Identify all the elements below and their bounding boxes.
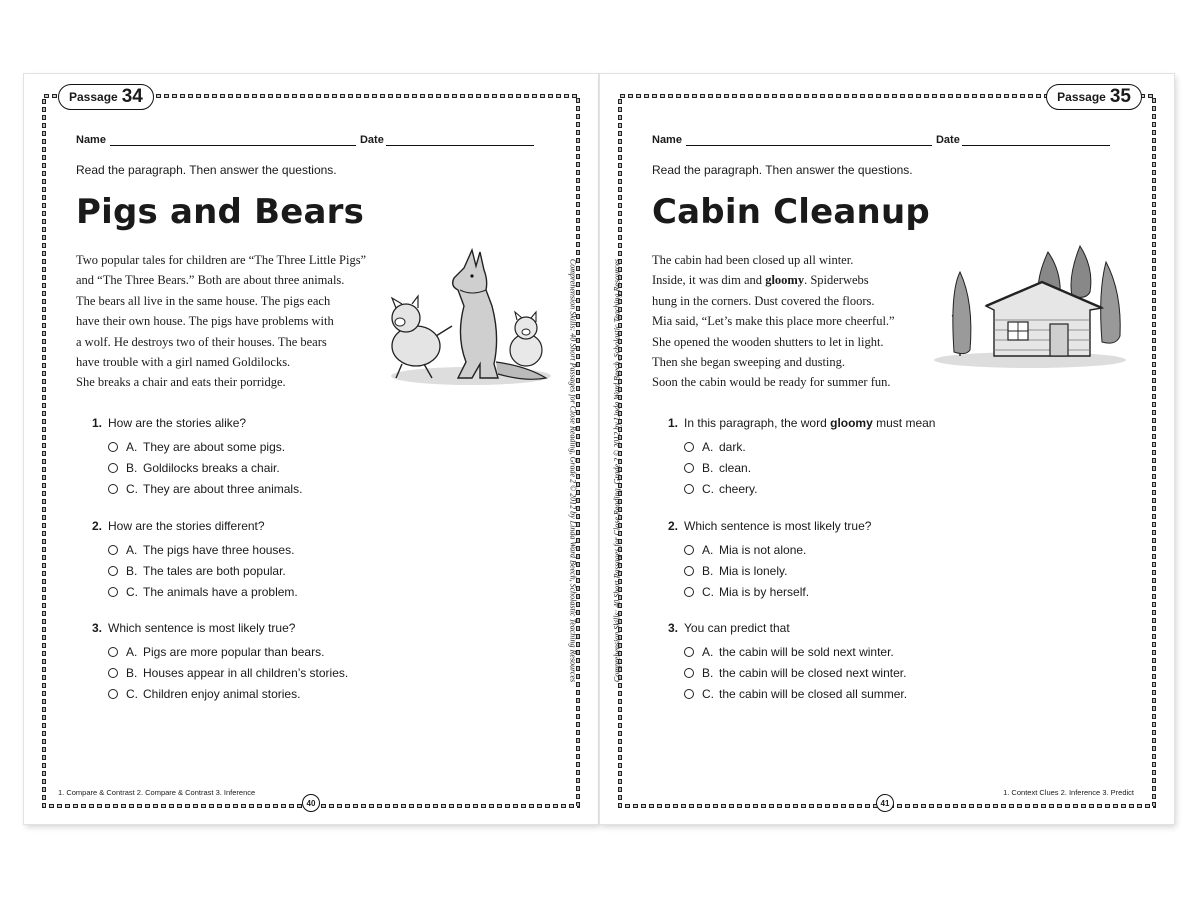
question-number: 3. <box>668 621 679 635</box>
passage-text <box>76 250 366 393</box>
option-text: the cabin will be closed all summer. <box>719 686 908 701</box>
passage-line: have trouble with a girl named Goldilocks. <box>76 355 291 370</box>
passage-line: Soon the cabin would be ready for summer fun. <box>652 375 891 390</box>
option-letter: A. <box>126 542 138 557</box>
passage-line: Mia said, “Let’s make this place more cheerful.” <box>652 314 895 329</box>
radio-circle[interactable] <box>684 442 694 452</box>
option-text: Goldilocks breaks a chair. <box>143 460 280 475</box>
text-segment: Inside, it was dim and <box>652 273 766 288</box>
answer-option[interactable] <box>684 457 935 478</box>
radio-circle[interactable] <box>108 484 118 494</box>
question-text: You can predict that <box>684 621 790 635</box>
worksheet-page-right <box>600 74 1174 824</box>
question-number: 2. <box>668 519 679 533</box>
radio-circle[interactable] <box>108 442 118 452</box>
answer-option[interactable] <box>684 436 935 457</box>
radio-circle[interactable] <box>684 647 694 657</box>
answer-option[interactable] <box>684 560 871 581</box>
question-text: Which sentence is most likely true? <box>108 621 296 635</box>
answer-option[interactable] <box>108 662 348 683</box>
option-letter: A. <box>702 542 714 557</box>
option-letter: C. <box>126 584 138 599</box>
radio-circle[interactable] <box>108 545 118 555</box>
question-text: How are the stories different? <box>108 519 265 533</box>
instructions: Read the paragraph. Then answer the questions. <box>652 163 913 177</box>
passage-badge <box>1046 84 1142 110</box>
passage-line: The bears all live in the same house. The pigs each <box>76 293 331 308</box>
passage-line: and “The Three Bears.” Both are about three animals. <box>76 273 345 288</box>
passage-line: Two popular tales for children are “The Three Little Pigs” <box>76 253 367 267</box>
cabin-illustration <box>930 232 1130 372</box>
question-stem <box>92 416 302 430</box>
option-text: Children enjoy animal stories. <box>143 686 301 701</box>
question-stem <box>668 621 907 635</box>
passage-line: The cabin had been closed up all winter. <box>652 253 854 267</box>
question-text: Which sentence is most likely true? <box>684 519 872 533</box>
question-number: 1. <box>92 416 103 430</box>
option-letter: A. <box>126 644 138 659</box>
vocab-word: gloomy <box>765 273 805 288</box>
answer-option[interactable] <box>684 581 871 602</box>
option-letter: C. <box>702 584 714 599</box>
option-text: The pigs have three houses. <box>143 542 295 557</box>
answer-option[interactable] <box>108 560 298 581</box>
option-letter: C. <box>126 481 138 496</box>
radio-circle[interactable] <box>684 566 694 576</box>
radio-circle[interactable] <box>108 647 118 657</box>
question-stem <box>668 519 871 533</box>
passage-text <box>652 250 895 393</box>
passage-badge <box>58 84 154 110</box>
radio-circle[interactable] <box>108 689 118 699</box>
option-letter: A. <box>702 644 714 659</box>
question-text <box>684 416 935 430</box>
passage-title: Cabin Cleanup <box>652 192 930 232</box>
passage-line: She opened the wooden shutters to let in light. <box>652 334 884 349</box>
answer-option[interactable] <box>108 478 302 499</box>
option-letter: C. <box>126 686 138 701</box>
date-label: Date <box>935 134 960 146</box>
option-text: the cabin will be sold next winter. <box>719 644 894 659</box>
passage-line: Then she began sweeping and dusting. <box>652 355 846 370</box>
radio-circle[interactable] <box>108 463 118 473</box>
question-stem <box>92 621 348 635</box>
option-text: Pigs are more popular than bears. <box>143 644 325 659</box>
answer-option[interactable] <box>108 683 348 704</box>
wolf-and-pigs-illustration <box>376 246 556 390</box>
page-number: 40 <box>302 794 320 812</box>
question-1 <box>668 416 935 499</box>
passage-line: a wolf. He destroys two of their houses. The bears <box>76 334 327 349</box>
option-text: cheery. <box>719 481 758 496</box>
option-text: the cabin will be closed next winter. <box>719 665 907 680</box>
name-label: Name <box>652 134 682 146</box>
text-segment: must mean <box>872 416 936 430</box>
copyright-notice: Comprehension Skills: 40 Short Passages for Close Reading, Grade 2 © 2012 by Linda Ward Beech, Scholastic Teaching Resources <box>568 258 578 683</box>
page-number: 41 <box>876 794 894 812</box>
answer-option[interactable] <box>684 683 907 704</box>
option-text: Mia is by herself. <box>719 584 810 599</box>
question-2 <box>668 519 871 602</box>
question-number: 1. <box>668 416 679 430</box>
answer-option[interactable] <box>684 641 907 662</box>
answer-option[interactable] <box>684 662 907 683</box>
radio-circle[interactable] <box>684 668 694 678</box>
passage-title: Pigs and Bears <box>76 192 365 232</box>
radio-circle[interactable] <box>684 689 694 699</box>
name-field[interactable] <box>686 136 932 146</box>
option-text: The tales are both popular. <box>143 563 286 578</box>
option-text: They are about three animals. <box>143 481 303 496</box>
answer-option[interactable] <box>108 581 298 602</box>
answer-option[interactable] <box>108 436 302 457</box>
answer-option[interactable] <box>108 539 298 560</box>
option-letter: B. <box>126 665 138 680</box>
option-letter: B. <box>126 563 138 578</box>
passage-label: Passage <box>1057 90 1106 104</box>
question-2 <box>92 519 298 602</box>
option-text: Mia is not alone. <box>719 542 807 557</box>
date-field[interactable] <box>386 136 534 146</box>
passage-line <box>652 270 895 290</box>
name-date-line <box>652 134 1110 146</box>
passage-line: She breaks a chair and eats their porridge. <box>76 375 286 390</box>
date-field[interactable] <box>962 136 1110 146</box>
question-text: How are the stories alike? <box>108 416 247 430</box>
date-label: Date <box>359 134 384 146</box>
question-3 <box>668 621 907 704</box>
option-text: dark. <box>719 439 746 454</box>
text-segment: . Spiderwebs <box>804 273 869 288</box>
question-number: 2. <box>92 519 103 533</box>
text-segment: In this paragraph, the word <box>684 416 831 430</box>
radio-circle[interactable] <box>684 545 694 555</box>
option-letter: C. <box>702 481 714 496</box>
option-text: Houses appear in all children’s stories. <box>143 665 349 680</box>
option-text: They are about some pigs. <box>143 439 286 454</box>
passage-number: 34 <box>121 86 143 107</box>
name-label: Name <box>76 134 106 146</box>
answer-option[interactable] <box>684 539 871 560</box>
option-text: Mia is lonely. <box>719 563 788 578</box>
passage-number: 35 <box>1109 86 1131 107</box>
option-letter: B. <box>702 665 714 680</box>
radio-circle[interactable] <box>108 566 118 576</box>
question-3 <box>92 621 348 704</box>
radio-circle[interactable] <box>684 587 694 597</box>
option-letter: C. <box>702 686 714 701</box>
radio-circle[interactable] <box>684 484 694 494</box>
worksheet-page-left <box>24 74 598 824</box>
question-1 <box>92 416 302 499</box>
option-text: clean. <box>719 460 752 475</box>
name-field[interactable] <box>110 136 356 146</box>
question-number: 3. <box>92 621 103 635</box>
option-text: The animals have a problem. <box>143 584 298 599</box>
radio-circle[interactable] <box>108 668 118 678</box>
radio-circle[interactable] <box>684 463 694 473</box>
passage-label: Passage <box>69 90 118 104</box>
vocab-word: gloomy <box>830 416 873 430</box>
answer-option[interactable] <box>108 641 348 662</box>
instructions: Read the paragraph. Then answer the questions. <box>76 163 337 177</box>
option-letter: B. <box>702 460 714 475</box>
answer-option[interactable] <box>684 478 935 499</box>
answer-option[interactable] <box>108 457 302 478</box>
option-letter: B. <box>702 563 714 578</box>
skills-footer: 1. Context Clues 2. Inference 3. Predict <box>1003 788 1134 797</box>
skills-footer: 1. Compare & Contrast 2. Compare & Contrast 3. Inference <box>58 788 256 797</box>
passage-line: hung in the corners. Dust covered the floors. <box>652 293 875 308</box>
option-letter: A. <box>702 439 714 454</box>
option-letter: A. <box>126 439 138 454</box>
passage-line: have their own house. The pigs have problems with <box>76 314 334 329</box>
radio-circle[interactable] <box>108 587 118 597</box>
question-stem <box>668 416 935 430</box>
question-stem <box>92 519 298 533</box>
copyright-notice: Comprehension Skills: 40 Short Passages for Close Reading, Grade 2 © 2012 by Linda Ward Beech, Scholastic Teaching Resources <box>612 258 622 683</box>
name-date-line <box>76 134 534 146</box>
option-letter: B. <box>126 460 138 475</box>
